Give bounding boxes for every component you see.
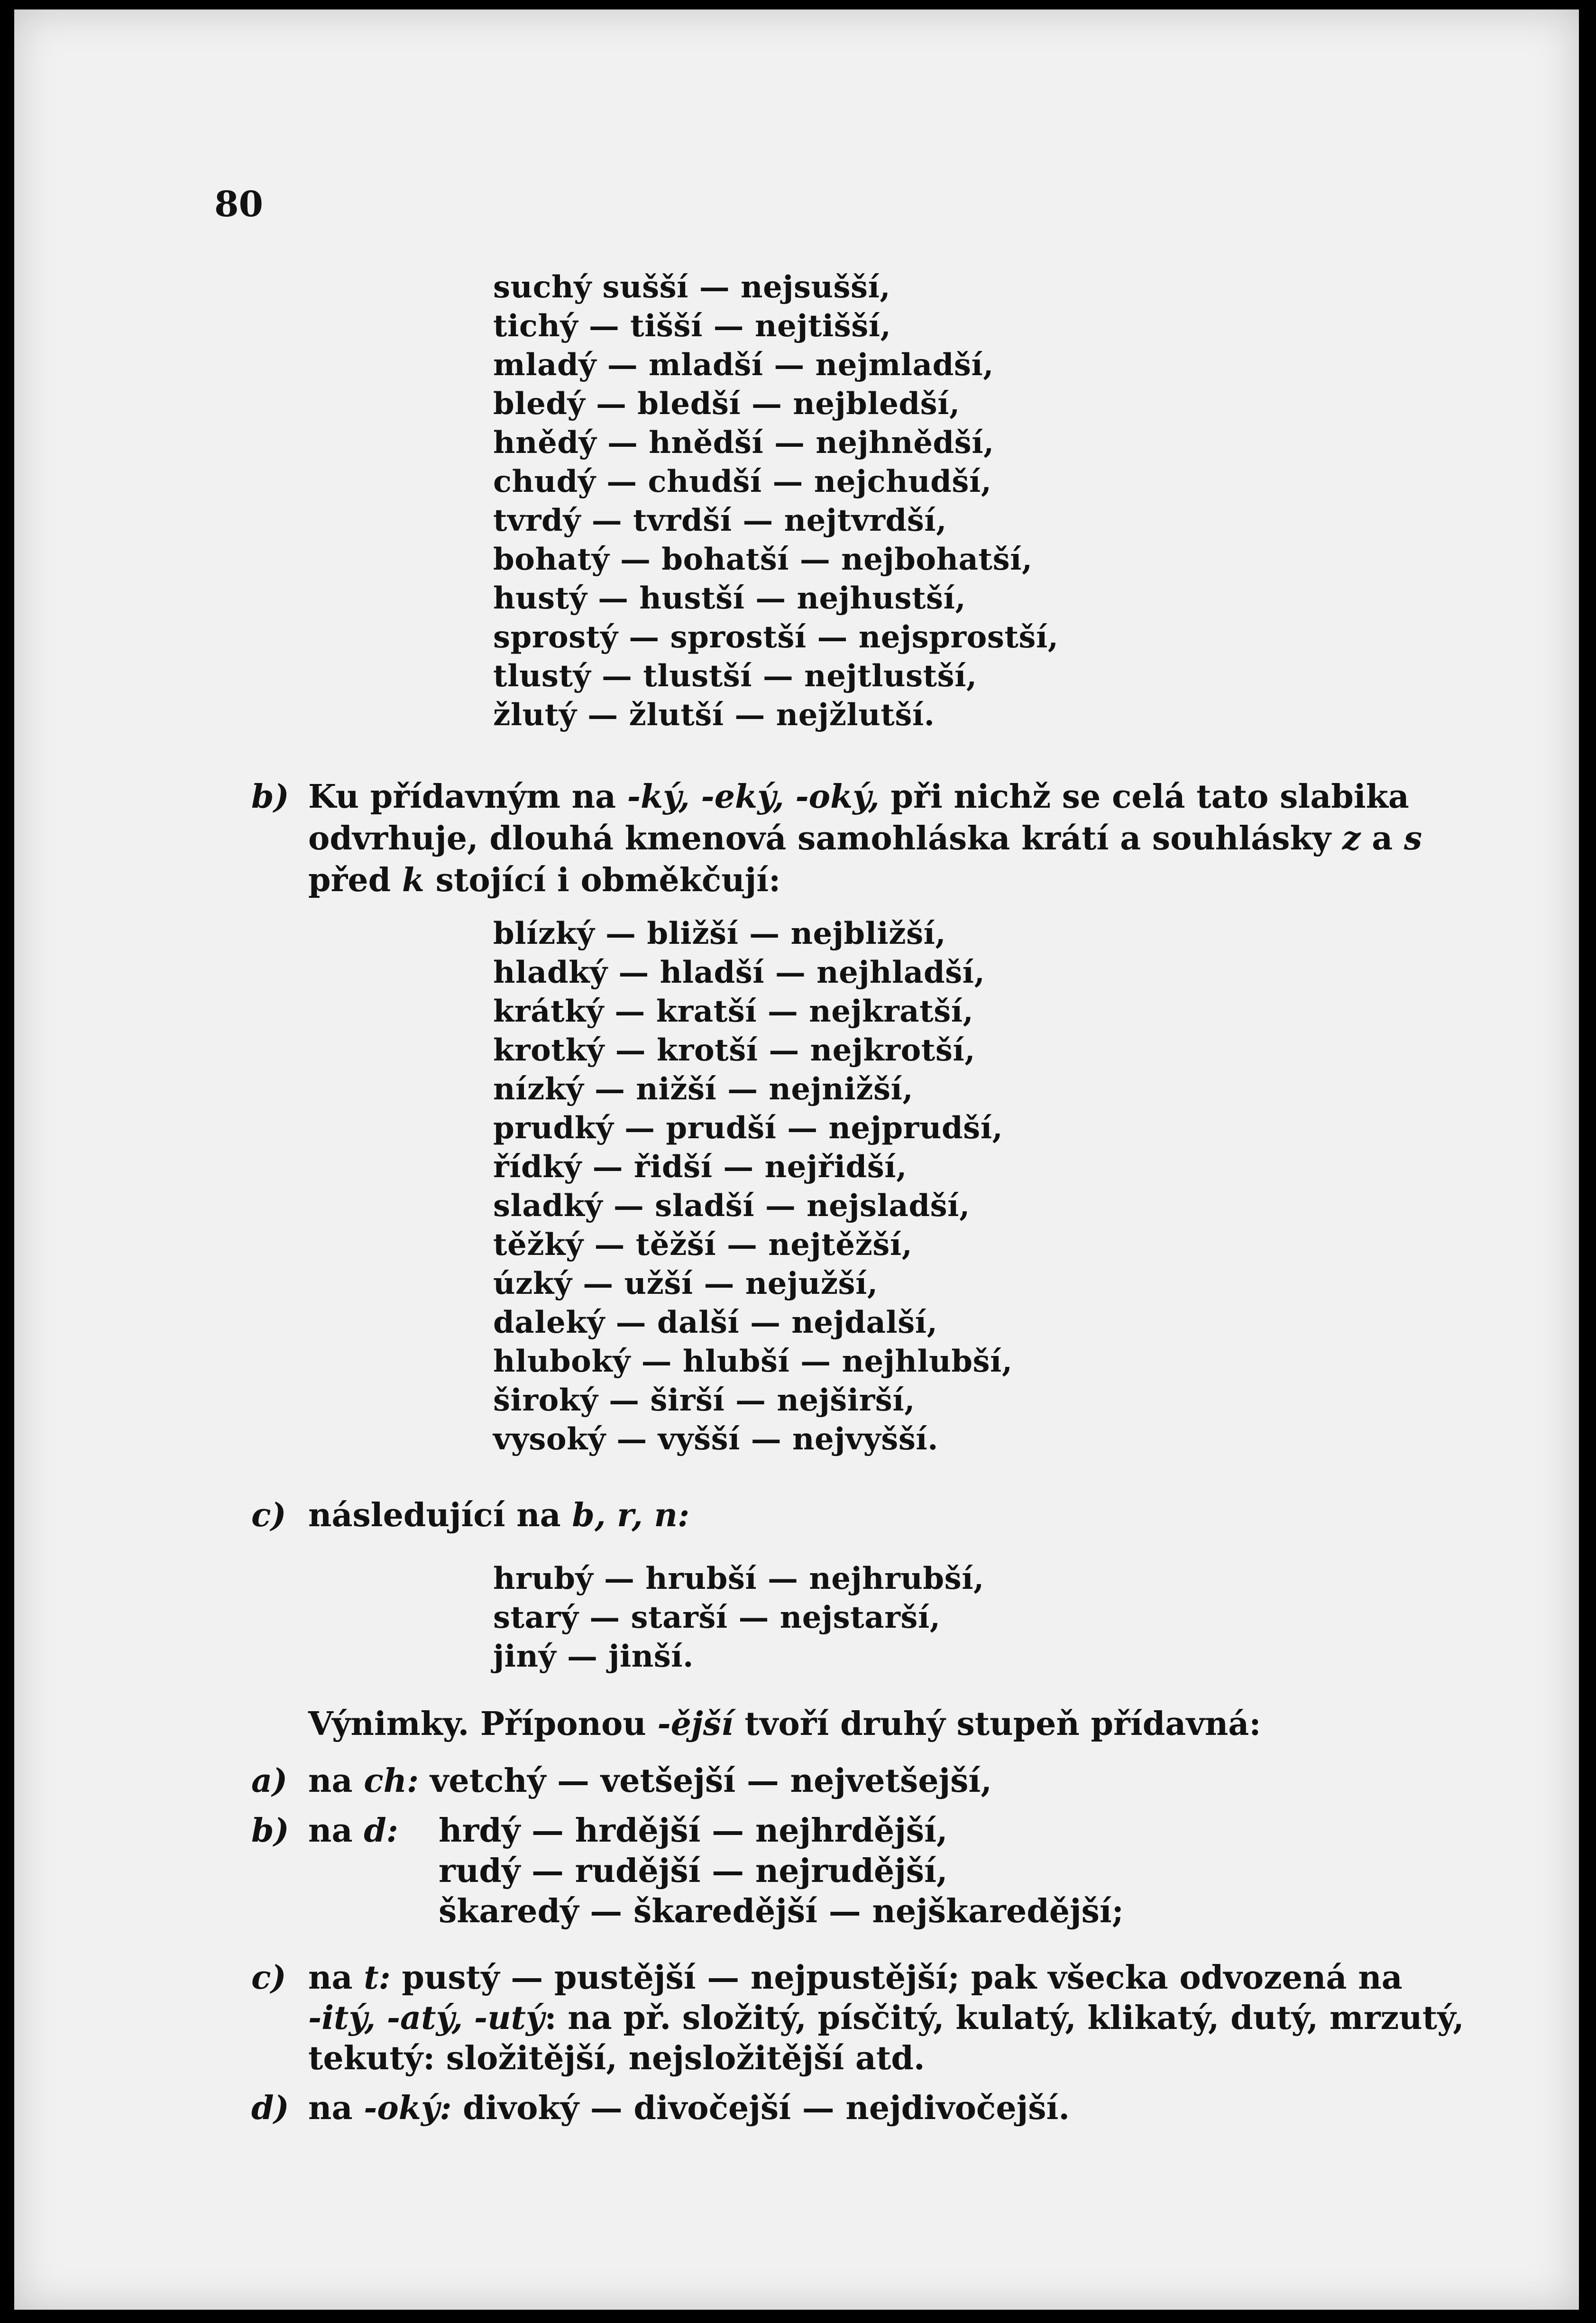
comparison-line: vysoký — vyšší — nejvyšší.: [493, 1421, 938, 1457]
text: stojící i obměkčují:: [424, 861, 781, 899]
section-c-heading: [308, 1496, 689, 1534]
exception-b-label: [308, 1812, 398, 1850]
text: : na př. složitý, písčitý, kulatý, klikatý, dutý, mrzutý,: [544, 1999, 1464, 2037]
comparison-line: bledý — bledší — nejbledší,: [493, 386, 960, 422]
comparison-line: nízký — nižší — nejnižší,: [493, 1071, 914, 1107]
comparison-line: sprostý — sprostší — nejsprostší,: [493, 619, 1059, 655]
comparison-list-a: [493, 268, 1059, 735]
letters-italic: ch:: [364, 1762, 419, 1800]
text: na: [308, 1959, 364, 1997]
letter-italic: t:: [364, 1959, 391, 1997]
section-b-line-3: [308, 861, 780, 899]
exception-c-line-3: tekutý: složitější, nejsložitější atd.: [308, 2039, 925, 2077]
letter-italic: z: [1342, 820, 1361, 857]
text: Ku přídavným na: [308, 778, 627, 816]
comparison-list-b: [493, 914, 1013, 1459]
comparison-line: bohatý — bohatší — nejbohatší,: [493, 542, 1033, 577]
section-b-line-2: [308, 820, 1422, 857]
text: na: [308, 2089, 364, 2127]
exception-b-line: rudý — rudější — nejrudější,: [439, 1852, 948, 1890]
letter-italic: s: [1403, 820, 1422, 857]
comparison-line: hrubý — hrubší — nejhrubší,: [493, 1561, 984, 1596]
letter-italic: k: [402, 861, 424, 899]
comparison-line: chudý — chudší — nejchudší,: [493, 464, 992, 499]
comparison-line: blízký — bližší — nejbližší,: [493, 916, 946, 951]
suffix-italic: -ký, -eký, -oký,: [627, 778, 880, 816]
comparison-line: hnědý — hnědší — nejhnědší,: [493, 425, 994, 461]
comparison-line: hluboký — hlubší — nejhlubší,: [493, 1344, 1013, 1379]
text: na: [308, 1762, 364, 1800]
text: pustý — pustější — nejpustější; pak všecka odvozená na: [390, 1959, 1403, 1997]
text: na: [308, 1812, 364, 1850]
comparison-line: prudký — prudší — nejprudší,: [493, 1110, 1003, 1146]
exception-c-marker: c): [251, 1959, 286, 1997]
exception-b-line: škaredý — škaredější — nejškaredější;: [439, 1892, 1124, 1930]
text: Výnimky. Příponou: [308, 1705, 658, 1743]
comparison-line: tlustý — tlustší — nejtlustší,: [493, 658, 977, 694]
comparison-line: krátký — kratší — nejkratší,: [493, 994, 974, 1029]
suffix-italic: -ější: [657, 1705, 734, 1743]
section-b-line-1: [308, 778, 1409, 816]
section-b-marker: b): [251, 778, 289, 816]
comparison-line: starý — starší — nejstarší,: [493, 1600, 941, 1635]
suffix-italic: -oký:: [364, 2089, 452, 2127]
text: při nichž se celá tato slabika: [879, 778, 1409, 816]
comparison-line: hustý — hustší — nejhustší,: [493, 581, 966, 616]
text: před: [308, 861, 402, 899]
letters-italic: b, r, n:: [572, 1496, 690, 1534]
text: následující na: [308, 1496, 572, 1534]
comparison-line: daleký — další — nejdalší,: [493, 1305, 938, 1340]
exception-c-line-1: [308, 1959, 1403, 1997]
text: a: [1360, 820, 1404, 857]
comparison-line: sladký — sladší — nejsladší,: [493, 1188, 970, 1224]
comparison-line: krotký — krotší — nejkrotší,: [493, 1032, 975, 1068]
text: divoký — divočejší — nejdivočejší.: [451, 2089, 1070, 2127]
comparison-line: jiný — jinší.: [493, 1639, 694, 1674]
page-number: 80: [214, 184, 263, 225]
comparison-line: řídký — řidší — nejřidší,: [493, 1149, 907, 1185]
comparison-line: široký — širší — nejširší,: [493, 1383, 915, 1418]
exceptions-intro: [308, 1705, 1261, 1743]
comparison-line: úzký — užší — nejužší,: [493, 1266, 878, 1301]
comparison-list-c: [493, 1559, 984, 1676]
comparison-line: suchý sušší — nejsušší,: [493, 269, 891, 305]
exception-a-marker: a): [251, 1762, 288, 1800]
comparison-line: mladý — mladší — nejmladší,: [493, 347, 994, 383]
exception-c-line-2: [308, 1999, 1464, 2037]
letter-italic: d:: [364, 1812, 398, 1850]
exception-b-line: hrdý — hrdější — nejhrdější,: [439, 1812, 948, 1850]
comparison-line: hladký — hladší — nejhladší,: [493, 955, 985, 990]
text: odvrhuje, dlouhá kmenová samohláska krátí a souhlásky: [308, 820, 1342, 857]
text: vetchý — vetšejší — nejvetšejší,: [419, 1762, 992, 1800]
book-page: [14, 9, 1579, 2310]
comparison-line: těžký — těžší — nejtěžší,: [493, 1227, 913, 1263]
suffix-italic: -itý, -atý, -utý: [308, 1999, 545, 2037]
exception-a-line: [308, 1762, 992, 1800]
exception-b-marker: b): [251, 1812, 289, 1850]
section-c-marker: c): [251, 1496, 286, 1534]
exception-d-marker: d): [251, 2089, 289, 2127]
comparison-line: tichý — tišší — nejtišší,: [493, 308, 891, 344]
comparison-line: žlutý — žlutší — nejžlutší.: [493, 697, 935, 733]
text: tvoří druhý stupeň přídavná:: [733, 1705, 1261, 1743]
comparison-line: tvrdý — tvrdší — nejtvrdší,: [493, 503, 947, 538]
exception-d-line: [308, 2089, 1070, 2127]
